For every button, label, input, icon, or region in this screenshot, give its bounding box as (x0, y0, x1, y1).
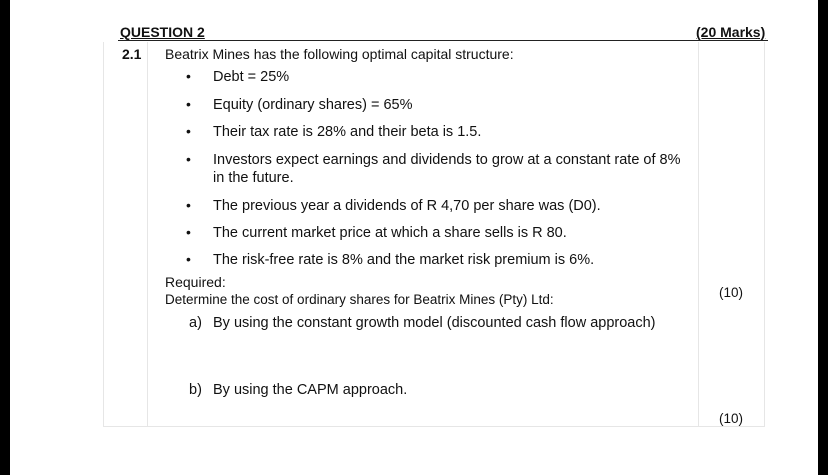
section-number: 2.1 (122, 46, 142, 62)
bullet-marker: • (186, 197, 191, 213)
bullet-market-price: The current market price at which a share sells is R 80. (213, 225, 567, 241)
bullet-marker: • (186, 224, 191, 240)
bullet-marker: • (186, 68, 191, 84)
bullet-tax-beta: Their tax rate is 28% and their beta is 1.5. (213, 124, 482, 140)
section-intro: Beatrix Mines has the following optimal capital structure: (165, 46, 514, 62)
question-marks: (20 Marks) (696, 24, 766, 40)
table-border-bottom (103, 426, 765, 427)
part-b-text: By using the CAPM approach. (213, 382, 408, 398)
bullet-equity: Equity (ordinary shares) = 65% (213, 97, 413, 113)
table-border-right (764, 42, 765, 426)
title-underline-rule (118, 40, 768, 41)
table-column-divider-right (698, 42, 699, 426)
required-label: Required: (165, 274, 226, 290)
bullet-growth-line-1: Investors expect earnings and dividends to grow at a constant rate of 8% (213, 152, 681, 168)
bullet-marker: • (186, 123, 191, 139)
bullet-marker: • (186, 251, 191, 267)
part-a-label: a) (189, 315, 202, 331)
part-b-marks: (10) (719, 411, 744, 426)
bullet-risk-free: The risk-free rate is 8% and the market risk premium is 6%. (213, 252, 595, 268)
bullet-dividend: The previous year a dividends of R 4,70 per share was (D0). (213, 198, 601, 214)
part-a-marks: (10) (719, 285, 744, 300)
question-title: QUESTION 2 (120, 24, 205, 40)
part-a-text: By using the constant growth model (discounted cash flow approach) (213, 315, 656, 331)
bullet-marker: • (186, 151, 191, 167)
bullet-growth-line-2: in the future. (213, 170, 294, 186)
bullet-debt: Debt = 25% (213, 69, 290, 85)
bullet-marker: • (186, 96, 191, 112)
determine-instruction: Determine the cost of ordinary shares for Beatrix Mines (Pty) Ltd: (165, 292, 554, 307)
table-border-left (103, 42, 104, 426)
document-page (10, 0, 818, 475)
part-b-label: b) (189, 382, 202, 398)
table-column-divider-left (147, 42, 148, 426)
